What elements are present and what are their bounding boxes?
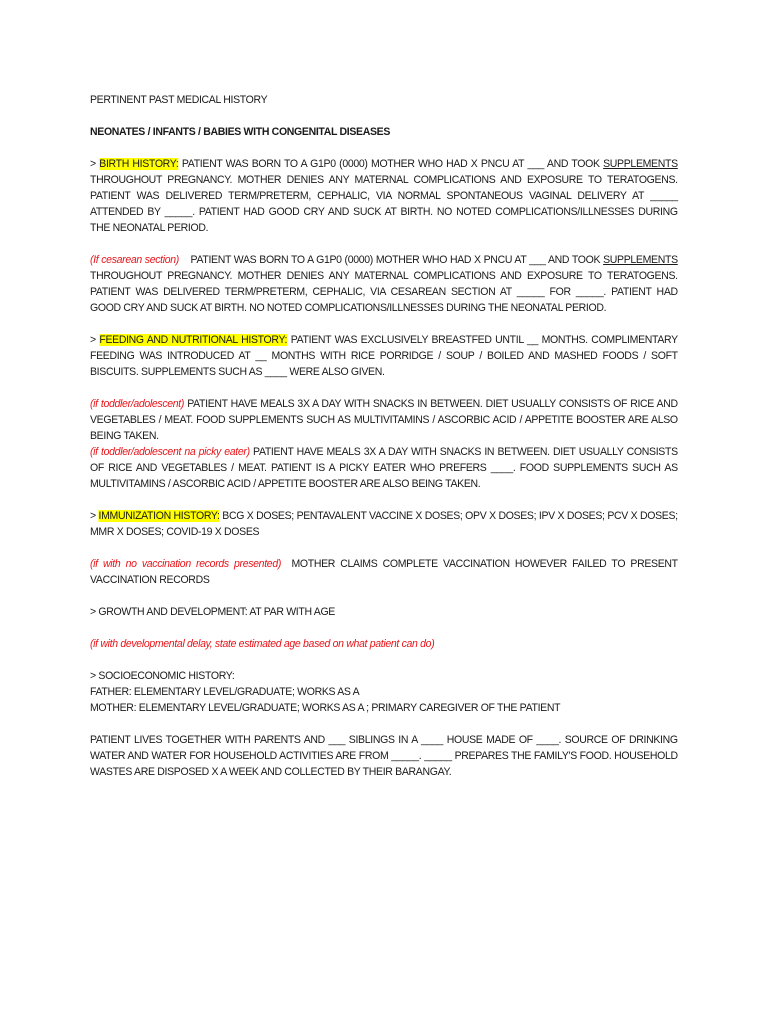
immunization-history-paragraph xyxy=(90,508,678,540)
document-subtitle: NEONATES / INFANTS / BABIES WITH CONGENITAL DISEASES xyxy=(90,126,391,138)
mother-line: MOTHER: ELEMENTARY LEVEL/GRADUATE; WORKS AS A ; PRIMARY CAREGIVER OF THE PATIENT xyxy=(90,702,561,714)
bullet-prefix: > xyxy=(90,334,100,346)
birth-history-text-1: PATIENT WAS BORN TO A G1P0 (0000) MOTHER WHO HAD X PNCU AT ___ AND TOOK xyxy=(178,158,604,170)
toddler-paragraph xyxy=(90,396,678,444)
birth-history-label: BIRTH HISTORY: xyxy=(99,158,179,170)
immunization-history-label: IMMUNIZATION HISTORY: xyxy=(98,510,220,522)
toddler-note: (if toddler/adolescent) xyxy=(90,398,185,410)
no-records-text: MOTHER CLAIMS COMPLETE VACCINATION HOWEVER FAILED TO PRESENT VACCINATION RECORDS xyxy=(90,558,681,586)
developmental-delay-note: (if with developmental delay, state estimated age based on what patient can do) xyxy=(90,638,435,650)
socioeconomic-paragraph xyxy=(90,668,678,716)
father-line: FATHER: ELEMENTARY LEVEL/GRADUATE; WORKS AS A xyxy=(90,686,360,698)
cesarean-note: (If cesarean section) xyxy=(90,254,179,266)
cesarean-text-2: THROUGHOUT PREGNANCY. MOTHER DENIES ANY MATERNAL COMPLICATIONS AND EXPOSURE TO TERATOGENS. PATIENT WAS DELIVERED TERM/PRETERM, CEPHALIC, VIA CESAREAN SECTION AT _____ FOR _____. PATIENT HAD GOOD CRY AND SUCK AT BIRTH. NO NOTED COMPLICATIONS/ILLNESSES DURING THE NEONATAL PERIOD. xyxy=(90,270,678,314)
bullet-prefix: > xyxy=(90,158,100,170)
supplements-underlined: SUPPLEMENTS xyxy=(603,254,678,266)
no-records-paragraph xyxy=(90,556,681,588)
toddler-text: PATIENT HAVE MEALS 3X A DAY WITH SNACKS IN BETWEEN. DIET USUALLY CONSISTS OF RICE AND VEGETABLES / MEAT. FOOD SUPPLEMENTS SUCH AS MULTIVITAMINS / ASCORBIC ACID / APPETITE BOOSTER ARE ALSO BEING TAKEN. xyxy=(90,398,678,442)
picky-eater-text: PATIENT HAVE MEALS 3X A DAY WITH SNACKS IN BETWEEN. DIET USUALLY CONSISTS OF RICE AND VEGETABLES / MEAT. PATIENT IS A PICKY EATER WHO PREFERS ____. FOOD SUPPLEMENTS SUCH AS MULTIVITAMINS / ASCORBIC ACID / APPETITE BOOSTER ARE ALSO BEING TAKEN. xyxy=(90,446,678,490)
no-records-note: (if with no vaccination records presented) xyxy=(90,558,282,570)
birth-history-text-2: THROUGHOUT PREGNANCY. MOTHER DENIES ANY MATERNAL COMPLICATIONS AND EXPOSURE TO TERATOGENS. PATIENT WAS DELIVERED TERM/PRETERM, CEPHALIC, VIA NORMAL SPONTANEOUS VAGINAL DELIVERY AT _____ ATTENDED BY _____. PATIENT HAD GOOD CRY AND SUCK AT BIRTH. NO NOTED COMPLICATIONS/ILLNESSES DURING THE NEONATAL PERIOD. xyxy=(90,174,678,234)
document-title: PERTINENT PAST MEDICAL HISTORY xyxy=(90,94,268,106)
picky-eater-paragraph xyxy=(90,444,678,492)
birth-history-paragraph xyxy=(90,156,678,236)
feeding-history-label: FEEDING AND NUTRITIONAL HISTORY: xyxy=(99,334,288,346)
cesarean-paragraph xyxy=(90,252,678,316)
cesarean-text-1: PATIENT WAS BORN TO A G1P0 (0000) MOTHER WHO HAD X PNCU AT ___ AND TOOK xyxy=(178,254,604,266)
socioeconomic-heading: > SOCIOECONOMIC HISTORY: xyxy=(90,670,235,682)
growth-development-line: > GROWTH AND DEVELOPMENT: AT PAR WITH AGE xyxy=(90,606,335,618)
picky-eater-note: (if toddler/adolescent na picky eater) xyxy=(90,446,250,458)
feeding-history-text: PATIENT WAS EXCLUSIVELY BREASTFED UNTIL __ MONTHS. COMPLIMENTARY FEEDING WAS INTRODUCED AT __ MONTHS WITH RICE PORRIDGE / SOUP / BOILED AND MASHED FOODS / SOFT BISCUITS. SUPPLEMENTS SUCH AS ____ WERE ALSO GIVEN. xyxy=(90,334,678,378)
feeding-history-paragraph xyxy=(90,332,678,380)
immunization-history-text: BCG X DOSES; PENTAVALENT VACCINE X DOSES; OPV X DOSES; IPV X DOSES; PCV X DOSES; MMR X DOSES; COVID-19 X DOSES xyxy=(90,510,678,538)
supplements-underlined: SUPPLEMENTS xyxy=(603,158,678,170)
living-conditions-paragraph: PATIENT LIVES TOGETHER WITH PARENTS AND ___ SIBLINGS IN A ____ HOUSE MADE OF ____. SOURCE OF DRINKING WATER AND WATER FOR HOUSEHOLD ACTIVITIES ARE FROM _____. _____ PREPARES THE FAMILY'S FOOD. HOUSEHOLD WASTES ARE DISPOSED X A WEEK AND COLLECTED BY THEIR BARANGAY. xyxy=(90,734,678,778)
bullet-prefix: > xyxy=(90,510,99,522)
